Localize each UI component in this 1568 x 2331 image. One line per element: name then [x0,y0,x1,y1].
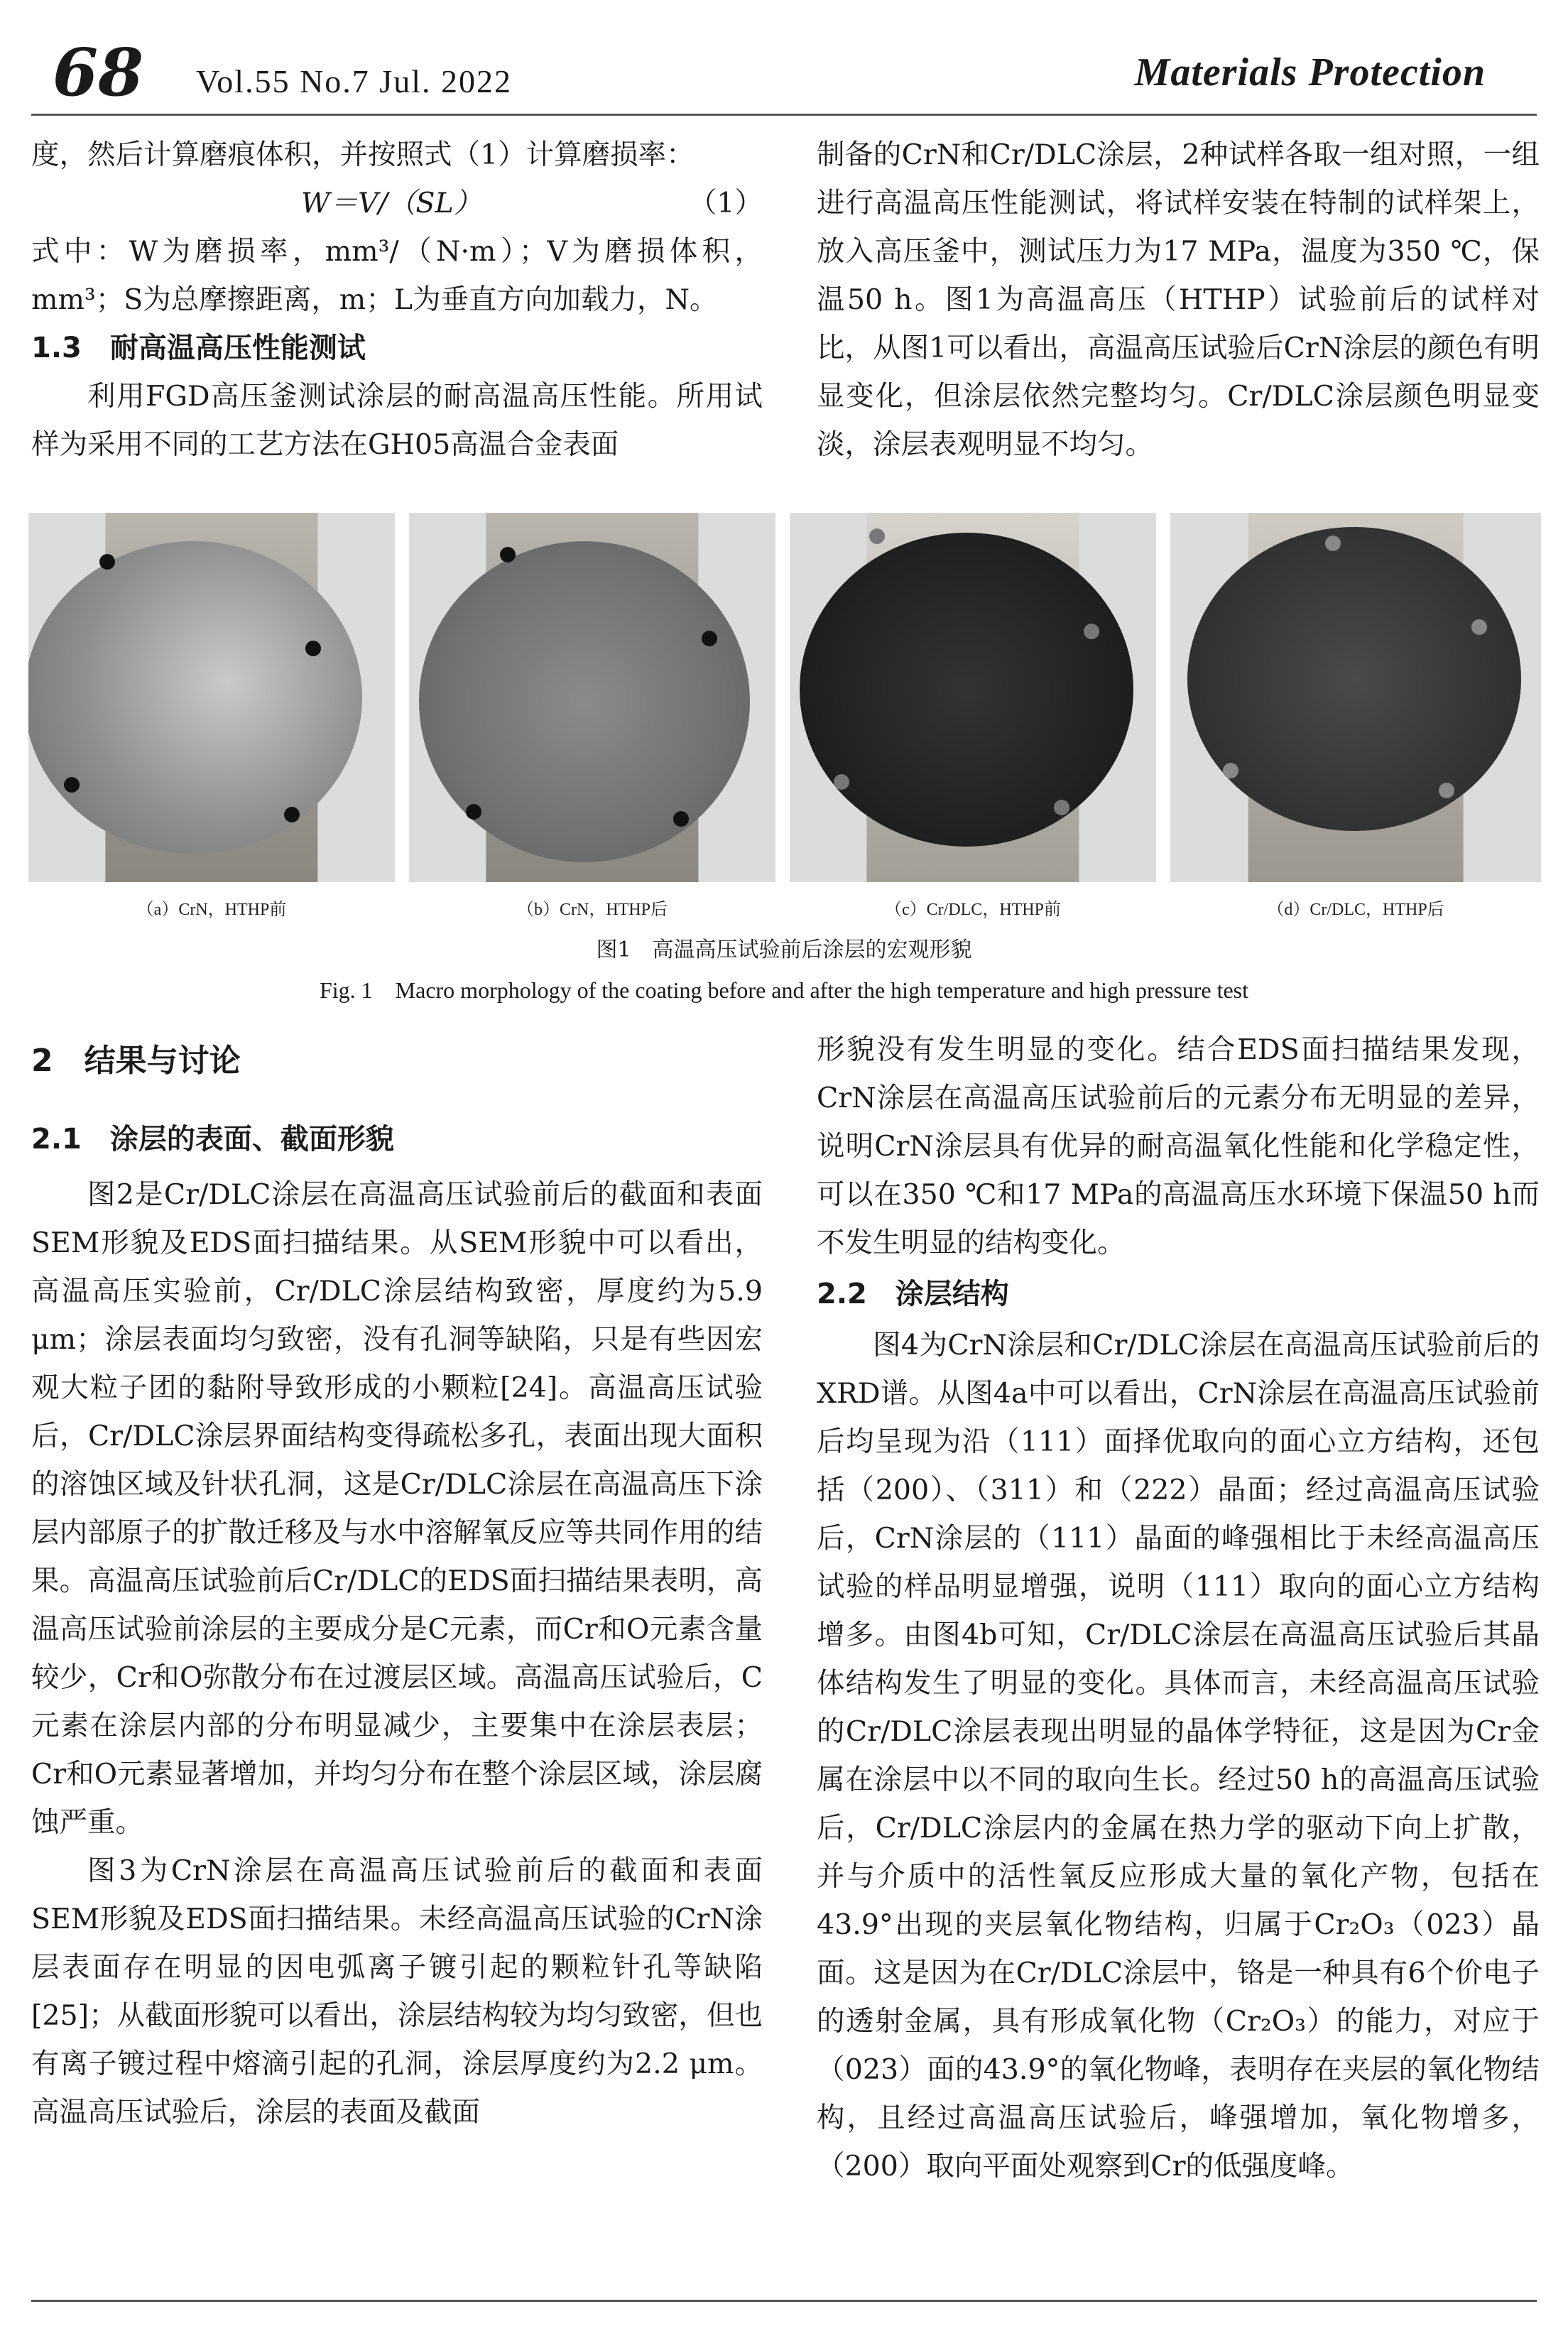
section-heading-1-3: 1.3 耐高温高压性能测试 [31,332,366,364]
footer-rule [31,2300,1537,2302]
paragraph: 利用FGD高压釜测试涂层的耐高温高压性能。所用试样为采用不同的工艺方法在GH05高温合金表面 [31,380,763,461]
figure-caption-cn: 图1 高温高压试验前后涂层的宏观形貌 [596,938,972,962]
subcaption-a: （a）CrN，HTHP前 [136,901,287,919]
paragraph: 式中：W为磨损率，mm³/（N·m）；V为磨损体积，mm³；S为总摩擦距离，m；L为垂直方向加载力，N。 [31,235,763,316]
subcaption-b: （b）CrN，HTHP后 [516,901,668,919]
photo-crdlc-before [790,513,1156,882]
journal-title: Materials Protection [1134,50,1486,94]
equation: W＝V/（SL） [301,187,482,219]
volume-info: Vol.55 No.7 Jul. 2022 [196,63,512,99]
top-left-column [31,131,763,469]
subcaption-d: （d）Cr/DLC，HTHP后 [1267,901,1444,919]
subcaption-c: （c）Cr/DLC，HTHP前 [885,901,1061,919]
top-right-column [817,131,1540,469]
section-heading-2-1: 2.1 涂层的表面、截面形貌 [31,1123,394,1156]
paragraph: 图3为CrN涂层在高温高压试验前后的截面和表面SEM形貌及EDS面扫描结果。未经高温高压试验的CrN涂层表面存在明显的因电弧离子镀引起的颗粒针孔等缺陷[25]；从截面形貌可以看出，涂层结构较为均匀致密，但也有离子镀过程中熔滴引起的孔洞，涂层厚度约为2.2 μm。高温高压试验后，涂层的表面及截面 [31,1854,763,2129]
page-header [31,34,1501,111]
bottom-right-column [817,1026,1540,2190]
photo-crn-after [409,513,775,882]
paragraph: 形貌没有发生明显的变化。结合EDS面扫描结果发现，CrN涂层在高温高压试验前后的元素分布无明显的差异，说明CrN涂层具有优异的耐高温氧化性能和化学稳定性，可以在350 ℃和17 MPa的高温高压水环境下保温50 h而不发生明显的结构变化。 [817,1033,1540,1259]
bottom-left-column [31,1026,763,2136]
section-heading-2-2: 2.2 涂层结构 [817,1278,1009,1310]
photo-crdlc-after [1170,513,1541,882]
paragraph: 图4为CrN涂层和Cr/DLC涂层在高温高压试验前后的XRD谱。从图4a中可以看出，CrN涂层在高温高压试验前后均呈现为沿（111）面择优取向的面心立方结构，还包括（200）、（311）和（222）晶面；经过高温高压试验后，CrN涂层的（111）晶面的峰强相比于未经高温高压试验的样品明显增强，说明（111）取向的面心立方结构增多。由图4b可知，Cr/DLC涂层在高温高压试验后其晶体结构发生了明显的变化。具体而言，未经高温高压试验的Cr/DLC涂层表现出明显的晶体学特征，这是因为Cr金属在涂层中以不同的取向生长。经过50 h的高温高压试验后，Cr/DLC涂层内的金属在热力学的驱动下向上扩散，并与介质中的活性氧反应形成大量的氧化产物，包括在43.9°出现的夹层氧化物结构，归属于Cr₂O₃（023）晶面。这是因为在Cr/DLC涂层中，铬是一种具有6个价电子的透射金属，具有形成氧化物（Cr₂O₃）的能力，对应于（023）面的43.9°的氧化物峰，表明存在夹层的氧化物结构，且经过高温高压试验后，峰强增加，氧化物增多，（200）取向平面处观察到Cr的低强度峰。 [817,1329,1540,2183]
paragraph: 图2是Cr/DLC涂层在高温高压试验前后的截面和表面SEM形貌及EDS面扫描结果。从SEM形貌中可以看出，高温高压实验前，Cr/DLC涂层结构致密，厚度约为5.9 μm；涂层表面均匀致密，没有孔洞等缺陷，只是有些因宏观大粒子团的黏附导致形成的小颗粒[24]。高温高压试验后，Cr/DLC涂层界面结构变得疏松多孔，表面出现大面积的溶蚀区域及针状孔洞，这是Cr/DLC涂层在高温高压下涂层内部原子的扩散迁移及与水中溶解氧反应等共同作用的结果。高温高压试验前后Cr/DLC的EDS面扫描结果表明，高温高压试验前涂层的主要成分是C元素，而Cr和O元素含量较少，Cr和O弥散分布在过渡层区域。高温高压试验后，C元素在涂层内部的分布明显减少，主要集中在涂层表层；Cr和O元素显著增加，并均匀分布在整个涂层区域，涂层腐蚀严重。 [31,1178,763,1839]
section-heading-2: 2 结果与讨论 [31,1043,241,1079]
figure-caption-en: Fig. 1 Macro morphology of the coating before and after the high temperature and high pressure test [319,977,1249,1003]
page-number: 68 [53,34,144,111]
paragraph: 制备的CrN和Cr/DLC涂层，2种试样各取一组对照，一组进行高温高压性能测试，将试样安装在特制的试样架上，放入高压釜中，测试压力为17 MPa，温度为350 ℃，保温50 h。图1为高温高压（HTHP）试验前后的试样对比，从图1可以看出，高温高压试验后CrN涂层的颜色有明显变化，但涂层依然完整均匀。Cr/DLC涂层颜色明显变淡，涂层表观明显不均匀。 [817,138,1540,461]
equation-1 [31,179,763,227]
header-rule [31,114,1537,116]
photo-crn-before [28,513,395,882]
paragraph: 度，然后计算磨痕体积，并按照式（1）计算磨损率： [31,138,695,171]
equation-number: （1） [688,187,763,219]
figure-1 [28,513,1541,919]
